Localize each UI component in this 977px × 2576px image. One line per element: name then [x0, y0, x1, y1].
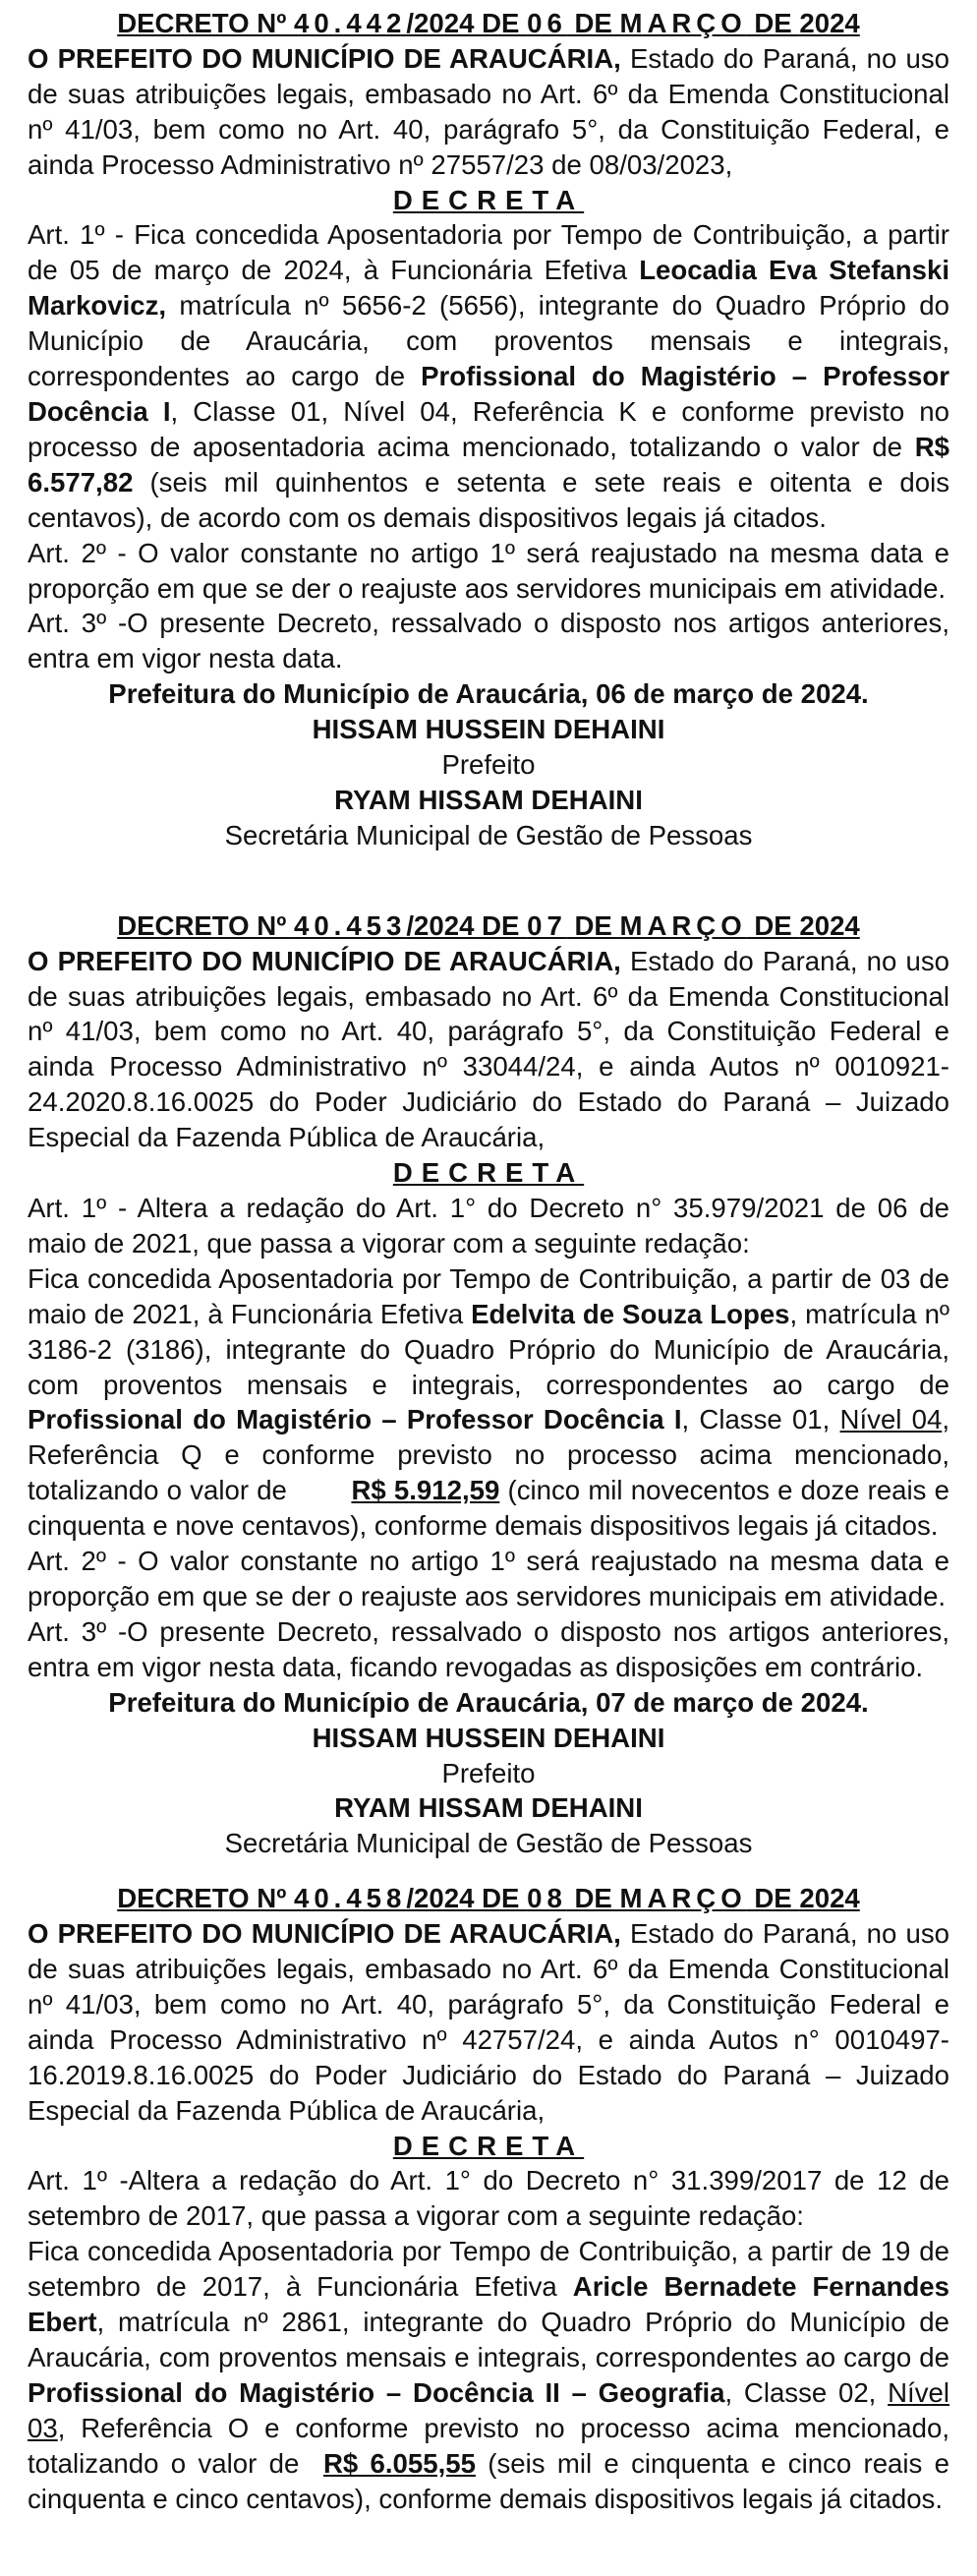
title-text: DE: [746, 1883, 800, 1914]
preamble: [28, 944, 949, 1155]
decree-title: [28, 1881, 949, 1916]
title-day: 07: [527, 909, 567, 941]
decree-40453: [28, 908, 957, 1861]
preamble-text: Estado do Paraná, no uso de suas atribuições legais, embasado no Art. 6º da Emenda Constitucional nº 41/03, bem como no Art. 40, parágrafo 5°, da Constituição Federal e ainda Processo Administrativo nº 33044/24, e ainda Autos nº 0010921-24.2020.8.16.0025 do Poder Judiciário do Estado do Paraná – Juizado Especial da Fazenda Pública de Araucária,: [28, 945, 949, 1153]
decreta-heading: DECRETA: [392, 184, 585, 215]
title-number: 40.458: [293, 1883, 407, 1914]
mayor-role: Prefeito: [441, 1757, 536, 1788]
title-prefix: DECRETO Nº: [117, 909, 294, 941]
mayor-name: HISSAM HUSSEIN DEHAINI: [312, 1722, 665, 1753]
article-text: (seis mil quinhentos e setenta e sete reais e oitenta e dois centavos), de acordo com os demais dispositivos legais já citados.: [28, 466, 949, 533]
article-3: Art. 3º -O presente Decreto, ressalvado o disposto nos artigos anteriores, entra em vigor nesta data, ficando revogadas as disposições em contrário.: [28, 1615, 949, 1682]
article-1-intro: Art. 1º - Altera a redação do Art. 1° do Decreto n° 35.979/2021 de 06 de maio de 2021, que passa a vigorar com a seguinte redação:: [28, 1193, 949, 1259]
title-year: 2024: [799, 909, 860, 941]
decreta-heading: DECRETA: [392, 1157, 585, 1189]
title-text: /2024 DE: [406, 1883, 528, 1914]
preamble: [28, 41, 949, 183]
article-text: , matrícula nº 3186-2 (3186), integrante do Quadro Próprio do Município de Araucária, com proventos mensais e integrais, correspondentes ao cargo de: [28, 1298, 949, 1400]
employee-name: Edelvita de Souza Lopes: [471, 1298, 790, 1329]
article-text: matrícula nº 5656-2 (5656), integrante do Quadro Próprio do Município de Araucária, com proventos mensais e integrais, correspondentes ao cargo de: [28, 290, 949, 392]
decree-40442: [28, 6, 949, 853]
decree-title: [28, 6, 949, 41]
level-text: Nível 03: [28, 2376, 949, 2443]
job-title: Profissional do Magistério – Docência II – Geografia: [28, 2376, 725, 2408]
article-1: [28, 217, 949, 535]
job-title: Profissional do Magistério – Professor Docência I: [28, 361, 949, 427]
pension-value: R$ 6.577,82: [28, 431, 949, 498]
signature-place-date: Prefeitura do Município de Araucária, 07 de março de 2024.: [108, 1686, 869, 1718]
article-3: Art. 3º -O presente Decreto, ressalvado o disposto nos artigos anteriores, entra em vigor nesta data.: [28, 608, 949, 674]
title-text: DE: [566, 8, 620, 38]
article-text: , Classe 01, Nível 04, Referência K e conforme previsto no processo de aposentadoria acima mencionado, totalizando o valor de: [28, 395, 949, 462]
pension-value: R$ 5.912,59: [351, 1475, 500, 1506]
title-text: DE: [746, 909, 800, 941]
article-text: (seis mil e cinquenta e cinco reais e cinquenta e cinco centavos), conforme demais dispositivos legais já citados.: [28, 2447, 949, 2514]
preamble: [28, 1916, 949, 2128]
article-text: Art. 1º - Fica concedida Aposentadoria por Tempo de Contribuição, a partir de 05 de março de 2024, à Funcionária Efetiva: [28, 219, 949, 286]
article-2: Art. 2º - O valor constante no artigo 1º será reajustado na mesma data e proporção em que se der o reajuste aos servidores municipais em atividade.: [28, 1546, 949, 1611]
title-text: DE: [746, 8, 800, 38]
employee-name: Aricle Bernadete Fernandes Ebert: [28, 2271, 949, 2338]
signature-place-date: Prefeitura do Município de Araucária, 06 de março de 2024.: [108, 678, 869, 710]
mayor-role: Prefeito: [441, 749, 536, 781]
secretary-name: RYAM HISSAM DEHAINI: [334, 784, 643, 815]
level-text: Nível 04: [839, 1404, 943, 1435]
title-month: MARÇO: [619, 8, 747, 38]
secretary-name: RYAM HISSAM DEHAINI: [334, 1792, 643, 1824]
spacer: [28, 853, 949, 908]
preamble-text: Estado do Paraná, no uso de suas atribuições legais, embasado no Art. 6º da Emenda Constitucional nº 41/03, bem como no Art. 40, parágrafo 5°, da Constituição Federal, e ainda Processo Administrativo nº 27557/23 de 08/03/2023,: [28, 42, 949, 180]
title-month: MARÇO: [619, 909, 747, 941]
title-day: 06: [527, 8, 567, 38]
title-text: /2024 DE: [406, 909, 528, 941]
title-prefix: DECRETO Nº: [117, 1883, 294, 1914]
article-text: , Referência O e conforme previsto no processo acima mencionado, totalizando o valor de: [28, 2412, 957, 2479]
decreta-heading: DECRETA: [392, 2130, 585, 2161]
pension-value: R$ 6.055,55: [322, 2447, 476, 2479]
article-text: Fica concedida Aposentadoria por Tempo de Contribuição, a partir de 19 de setembro de 2017, à Funcionária Efetiva: [28, 2236, 949, 2303]
title-day: 08: [527, 1883, 567, 1914]
article-1: [28, 2234, 957, 2516]
article-text: , Classe 02,: [724, 2376, 889, 2408]
title-number: 40.453: [293, 909, 407, 941]
article-1: [28, 1261, 957, 1544]
article-text: , Classe 01,: [681, 1404, 840, 1435]
article-text: Fica concedida Aposentadoria por Tempo de Contribuição, a partir de 03 de maio de 2021, à Funcionária Efetiva: [28, 1262, 949, 1329]
article-text: , matrícula nº 2861, integrante do Quadro Próprio do Município de Araucária, com proventos mensais e integrais, correspondentes ao cargo de: [28, 2307, 949, 2372]
preamble-text: Estado do Paraná, no uso de suas atribuições legais, embasado no Art. 6º da Emenda Constitucional nº 41/03, bem como no Art. 40, parágrafo 5°, da Constituição Federal e ainda Processo Administrativo nº 42757/24, e ainda Autos n° 0010497-16.2019.8.16.0025 do Poder Judiciário do Estado do Paraná – Juizado Especial da Fazenda Pública de Araucária,: [28, 1918, 949, 2126]
article-2: Art. 2º - O valor constante no artigo 1º será reajustado na mesma data e proporção em que se der o reajuste aos servidores municipais em atividade.: [28, 537, 949, 604]
preamble-authority: O PREFEITO DO MUNICÍPIO DE ARAUCÁRIA,: [28, 1918, 621, 1950]
secretary-role: Secretária Municipal de Gestão de Pessoas: [224, 819, 753, 850]
title-year: 2024: [799, 8, 860, 38]
title-prefix: DECRETO Nº: [117, 8, 294, 38]
title-text: DE: [566, 909, 620, 941]
preamble-authority: O PREFEITO DO MUNICÍPIO DE ARAUCÁRIA,: [28, 42, 621, 74]
title-text: /2024 DE: [406, 8, 528, 38]
decree-40458: [28, 1881, 957, 2516]
preamble-authority: O PREFEITO DO MUNICÍPIO DE ARAUCÁRIA,: [28, 945, 621, 976]
job-title: Profissional do Magistério – Professor Docência I: [28, 1404, 682, 1435]
mayor-name: HISSAM HUSSEIN DEHAINI: [312, 714, 665, 745]
title-text: DE: [566, 1883, 620, 1914]
title-year: 2024: [799, 1883, 860, 1914]
article-text: , Referência Q e conforme previsto no processo acima mencionado, totalizando o valor de: [28, 1404, 957, 1506]
employee-name: Leocadia Eva Stefanski Markovicz,: [28, 255, 949, 322]
spacer: [28, 1861, 949, 1881]
decree-title: [28, 908, 949, 944]
title-month: MARÇO: [619, 1883, 747, 1914]
secretary-role: Secretária Municipal de Gestão de Pessoas: [224, 1828, 753, 1859]
title-number: 40.442: [293, 8, 407, 38]
article-text: (cinco mil novecentos e doze reais e cinquenta e nove centavos), conforme demais dispositivos legais já citados.: [28, 1475, 949, 1542]
article-1-intro: Art. 1º -Altera a redação do Art. 1° do Decreto n° 31.399/2017 de 12 de setembro de 2017, que passa a vigorar com a seguinte redação:: [28, 2165, 949, 2232]
